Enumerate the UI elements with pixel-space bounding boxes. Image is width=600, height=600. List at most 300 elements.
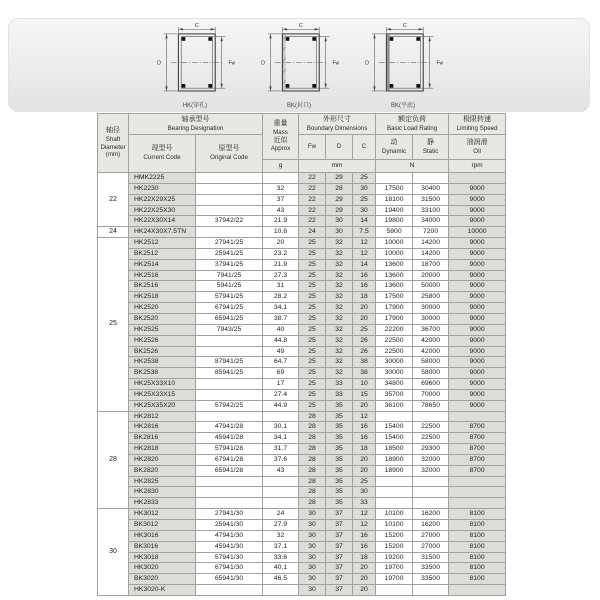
oil-speed-cell <box>449 498 506 509</box>
d-cell: 32 <box>326 313 353 324</box>
d-cell: 35 <box>326 444 353 455</box>
mass-cell <box>263 498 299 509</box>
mass-cell: 27.9 <box>263 520 299 531</box>
oil-speed-cell: 9000 <box>449 303 506 314</box>
dim-label-d: D <box>157 60 162 67</box>
mass-cell: 28.2 <box>263 292 299 303</box>
d-cell: 37 <box>326 509 353 520</box>
oil-speed-cell: 8100 <box>449 509 506 520</box>
table-row <box>98 411 506 422</box>
col-header-shaft-diameter <box>98 114 129 173</box>
oil-speed-cell: 9000 <box>449 324 506 335</box>
current-code-cell: BK3016 <box>129 541 196 552</box>
col-header-c <box>353 135 376 160</box>
oil-speed-cell: 9000 <box>449 400 506 411</box>
table-row <box>98 216 506 227</box>
current-code-cell: HMK2225 <box>129 173 196 184</box>
original-code-header-zh: 原型号 <box>218 145 240 153</box>
d-cell: 37 <box>326 541 353 552</box>
dim-label-d: D <box>261 60 266 67</box>
static-load-cell <box>413 585 449 596</box>
fw-cell: 22 <box>299 173 326 184</box>
current-code-cell: HK2230 <box>129 183 196 194</box>
original-code-cell <box>196 498 263 509</box>
table-row <box>98 238 506 249</box>
original-code-cell: 25941/25 <box>196 248 263 259</box>
static-load-cell: 25800 <box>413 292 449 303</box>
table-row <box>98 585 506 596</box>
original-code-cell <box>196 227 263 238</box>
mass-cell: 37 <box>263 194 299 205</box>
col-header-static <box>413 135 449 160</box>
oil-speed-cell: 9000 <box>449 248 506 259</box>
fw-cell: 25 <box>299 303 326 314</box>
table-row <box>98 292 506 303</box>
table-body <box>98 173 506 596</box>
col-header-dynamic <box>376 135 413 160</box>
current-code-cell: HK2518 <box>129 292 196 303</box>
dynamic-header-en: Dynamic <box>382 147 407 155</box>
original-code-cell: 5941/25 <box>196 281 263 292</box>
original-code-cell: 47941/30 <box>196 530 263 541</box>
mass-cell: 43 <box>263 205 299 216</box>
fw-cell: 25 <box>299 324 326 335</box>
current-code-cell: HK2514 <box>129 259 196 270</box>
c-cell: 25 <box>353 173 376 184</box>
current-code-cell: HK2516 <box>129 270 196 281</box>
fw-cell: 25 <box>299 281 326 292</box>
static-load-cell <box>413 487 449 498</box>
fw-cell: 30 <box>299 520 326 531</box>
c-cell: 25 <box>353 324 376 335</box>
current-code-cell: BK2816 <box>129 433 196 444</box>
current-code-cell: HK2525 <box>129 324 196 335</box>
col-header-boundary-dimensions <box>299 114 376 135</box>
mass-cell: 21.9 <box>263 259 299 270</box>
d-cell: 37 <box>326 585 353 596</box>
d-cell: 35 <box>326 454 353 465</box>
c-cell: 20 <box>353 313 376 324</box>
table-row <box>98 541 506 552</box>
mass-cell: 23.2 <box>263 248 299 259</box>
col-header-d <box>326 135 353 160</box>
fw-cell: 30 <box>299 530 326 541</box>
original-code-cell: 65941/28 <box>196 465 263 476</box>
fw-cell: 28 <box>299 411 326 422</box>
dynamic-load-cell: 19800 <box>376 216 413 227</box>
c-cell: 10 <box>353 379 376 390</box>
current-code-cell: HK2825 <box>129 476 196 487</box>
oil-speed-cell: 8100 <box>449 520 506 531</box>
mass-header-en2: Approx <box>270 145 291 153</box>
dynamic-load-cell: 22200 <box>376 324 413 335</box>
current-code-cell: HK2818 <box>129 444 196 455</box>
c-cell: 12 <box>353 411 376 422</box>
static-load-cell: 14200 <box>413 248 449 259</box>
oil-speed-cell: 8100 <box>449 541 506 552</box>
static-load-cell: 42000 <box>413 346 449 357</box>
fw-cell: 28 <box>299 498 326 509</box>
table-row <box>98 357 506 368</box>
fw-cell: 22 <box>299 216 326 227</box>
current-code-cell: BK2516 <box>129 281 196 292</box>
dim-label-fw: Fw <box>332 60 340 67</box>
table-row <box>98 173 506 184</box>
dynamic-load-cell: 18900 <box>376 465 413 476</box>
oil-speed-cell: 9000 <box>449 194 506 205</box>
current-code-cell: HK22X30X14 <box>129 216 196 227</box>
current-code-cell: HK3012 <box>129 509 196 520</box>
table-row <box>98 303 506 314</box>
diagram-caption-hk: HK(穿孔) <box>182 103 208 109</box>
table-header <box>98 114 506 173</box>
c-cell: 26 <box>353 346 376 357</box>
boundary-header-zh: 外形尺寸 <box>323 115 352 123</box>
mass-cell: 33.6 <box>263 552 299 563</box>
shaft-diameter-cell: 25 <box>98 238 129 412</box>
original-code-cell: 57941/30 <box>196 552 263 563</box>
fw-cell: 25 <box>299 259 326 270</box>
dynamic-load-cell: 19700 <box>376 574 413 585</box>
dim-label-fw: Fw <box>436 60 444 67</box>
dynamic-load-cell: 34800 <box>376 379 413 390</box>
table-row <box>98 183 506 194</box>
dim-label-fw: Fw <box>228 60 236 67</box>
original-code-cell: 45941/30 <box>196 541 263 552</box>
dynamic-load-cell: 18100 <box>376 194 413 205</box>
shaft-header-unit: (mm) <box>105 151 121 159</box>
mass-cell <box>263 411 299 422</box>
c-cell: 18 <box>353 552 376 563</box>
c-cell: 25 <box>353 476 376 487</box>
c-cell: 18 <box>353 444 376 455</box>
dynamic-load-cell: 30000 <box>376 368 413 379</box>
static-load-cell: 34000 <box>413 216 449 227</box>
original-code-cell: 57941/28 <box>196 444 263 455</box>
dynamic-load-cell: 35700 <box>376 389 413 400</box>
current-code-cell: HK25X33X15 <box>129 389 196 400</box>
fw-cell: 25 <box>299 400 326 411</box>
oil-speed-cell <box>449 487 506 498</box>
oil-speed-cell: 9000 <box>449 281 506 292</box>
dynamic-load-cell: 19700 <box>376 563 413 574</box>
bearing-diagram-hk <box>147 21 243 109</box>
boundary-header-en: Boundary Dimensions <box>306 124 368 132</box>
original-code-cell: 37941/25 <box>196 259 263 270</box>
table-row <box>98 509 506 520</box>
static-header-zh: 静 <box>427 138 435 146</box>
oil-speed-cell: 8700 <box>449 454 506 465</box>
current-code-cell: BK3020 <box>129 574 196 585</box>
original-code-cell: 85941/25 <box>196 368 263 379</box>
fw-cell: 25 <box>299 248 326 259</box>
load-header-en: Basic Load Rating <box>386 124 438 132</box>
current-code-cell: HK2512 <box>129 238 196 249</box>
c-cell: 25 <box>353 194 376 205</box>
dynamic-load-cell <box>376 476 413 487</box>
dynamic-load-cell: 19200 <box>376 552 413 563</box>
d-cell: 37 <box>326 563 353 574</box>
fw-cell: 25 <box>299 389 326 400</box>
original-code-cell: 67941/28 <box>196 454 263 465</box>
oil-speed-cell: 8700 <box>449 433 506 444</box>
d-cell: 35 <box>326 400 353 411</box>
mass-cell: 40 <box>263 324 299 335</box>
mass-cell: 46.5 <box>263 574 299 585</box>
mass-cell: 44.8 <box>263 335 299 346</box>
current-code-cell: HK3020 <box>129 563 196 574</box>
original-code-cell: 65941/30 <box>196 574 263 585</box>
diagram-panel <box>8 18 590 112</box>
mass-cell: 17 <box>263 379 299 390</box>
mass-cell: 27.3 <box>263 270 299 281</box>
mass-cell: 34.1 <box>263 303 299 314</box>
current-code-cell: BK2538 <box>129 368 196 379</box>
col-header-oil <box>449 135 506 160</box>
shaft-header-en1: Shaft <box>105 136 121 144</box>
static-load-cell: 58000 <box>413 357 449 368</box>
c-label: C <box>361 143 367 151</box>
col-header-fw <box>299 135 326 160</box>
table-row <box>98 444 506 455</box>
mass-cell: 44.9 <box>263 400 299 411</box>
static-load-cell <box>413 498 449 509</box>
mass-cell: 37.6 <box>263 454 299 465</box>
oil-speed-cell: 9000 <box>449 313 506 324</box>
d-cell: 29 <box>326 205 353 216</box>
static-load-cell: 70000 <box>413 389 449 400</box>
dynamic-load-cell: 17900 <box>376 303 413 314</box>
original-code-cell: 27941/30 <box>196 509 263 520</box>
fw-cell: 25 <box>299 357 326 368</box>
oil-speed-cell <box>449 476 506 487</box>
d-cell: 32 <box>326 292 353 303</box>
shaft-diameter-cell: 28 <box>98 411 129 509</box>
oil-speed-cell: 8100 <box>449 563 506 574</box>
oil-header-zh: 油润滑 <box>466 138 488 146</box>
static-load-cell: 30000 <box>413 313 449 324</box>
table-row <box>98 498 506 509</box>
mass-cell: 37.1 <box>263 541 299 552</box>
d-cell: 32 <box>326 270 353 281</box>
fw-cell: 28 <box>299 487 326 498</box>
load-header-zh: 额定负荷 <box>398 115 427 123</box>
shaft-header-zh: 轴径 <box>106 127 120 135</box>
d-cell: 32 <box>326 368 353 379</box>
fw-cell: 25 <box>299 313 326 324</box>
c-cell: 30 <box>353 487 376 498</box>
fw-cell: 30 <box>299 552 326 563</box>
shaft-header-en2: Diameter <box>100 143 126 151</box>
static-load-cell: 69600 <box>413 379 449 390</box>
fw-cell: 25 <box>299 368 326 379</box>
d-cell: 37 <box>326 530 353 541</box>
mass-cell: 64.7 <box>263 357 299 368</box>
d-cell: 30 <box>326 227 353 238</box>
table-row <box>98 324 506 335</box>
current-code-cell: HK2816 <box>129 422 196 433</box>
table-row <box>98 400 506 411</box>
dynamic-load-cell: 10000 <box>376 248 413 259</box>
mass-cell: 32 <box>263 183 299 194</box>
original-code-cell: 67941/30 <box>196 563 263 574</box>
static-load-cell: 31500 <box>413 194 449 205</box>
dynamic-load-cell <box>376 585 413 596</box>
fw-cell: 25 <box>299 346 326 357</box>
table-row <box>98 563 506 574</box>
mass-cell: 30.1 <box>263 422 299 433</box>
fw-cell: 30 <box>299 585 326 596</box>
col-header-limiting-speed <box>449 114 506 135</box>
col-header-mass <box>263 114 299 160</box>
original-code-cell: 57941/25 <box>196 292 263 303</box>
static-load-cell <box>413 411 449 422</box>
fw-cell: 25 <box>299 238 326 249</box>
static-load-cell: 27000 <box>413 541 449 552</box>
mass-cell: 32 <box>263 530 299 541</box>
mass-header-en: Mass <box>273 129 288 137</box>
oil-header-en: Oil <box>473 147 481 155</box>
table-row <box>98 194 506 205</box>
d-cell: 35 <box>326 411 353 422</box>
oil-speed-cell: 9000 <box>449 183 506 194</box>
d-cell: 35 <box>326 465 353 476</box>
table-row <box>98 379 506 390</box>
dynamic-load-cell: 15200 <box>376 530 413 541</box>
unit-dimensions: mm <box>299 160 376 173</box>
dynamic-load-cell: 17500 <box>376 292 413 303</box>
static-load-cell: 32000 <box>413 465 449 476</box>
bearing-cross-section-hk <box>147 21 243 102</box>
current-code-cell: HK2520 <box>129 303 196 314</box>
table-row <box>98 313 506 324</box>
current-code-cell: BK2526 <box>129 346 196 357</box>
bearing-spec-table <box>97 113 506 596</box>
mass-cell: 43 <box>263 465 299 476</box>
dynamic-load-cell: 17900 <box>376 313 413 324</box>
dynamic-load-cell: 13600 <box>376 259 413 270</box>
current-code-cell: HK25X35X20 <box>129 400 196 411</box>
dynamic-load-cell: 22500 <box>376 335 413 346</box>
d-cell: 30 <box>326 216 353 227</box>
mass-cell: 38.7 <box>263 313 299 324</box>
c-cell: 16 <box>353 422 376 433</box>
c-cell: 16 <box>353 433 376 444</box>
fw-label: Fw <box>307 143 317 151</box>
oil-speed-cell: 9000 <box>449 292 506 303</box>
designation-header-en: Bearing Designation <box>167 124 224 132</box>
dynamic-load-cell: 22500 <box>376 346 413 357</box>
dynamic-load-cell <box>376 173 413 184</box>
d-cell: 35 <box>326 498 353 509</box>
mass-cell: 40.1 <box>263 563 299 574</box>
original-code-cell <box>196 173 263 184</box>
d-label: D <box>336 143 342 151</box>
table-row <box>98 422 506 433</box>
oil-speed-cell: 8100 <box>449 530 506 541</box>
oil-speed-cell: 9000 <box>449 389 506 400</box>
d-cell: 32 <box>326 357 353 368</box>
table-row <box>98 530 506 541</box>
current-code-cell: HK3016 <box>129 530 196 541</box>
mass-cell <box>263 476 299 487</box>
c-cell: 12 <box>353 509 376 520</box>
fw-cell: 30 <box>299 563 326 574</box>
c-cell: 16 <box>353 530 376 541</box>
fw-cell: 22 <box>299 194 326 205</box>
static-load-cell: 32000 <box>413 454 449 465</box>
static-load-cell: 36700 <box>413 324 449 335</box>
c-cell: 20 <box>353 563 376 574</box>
current-code-cell: BK3012 <box>129 520 196 531</box>
d-cell: 32 <box>326 248 353 259</box>
d-cell: 37 <box>326 520 353 531</box>
d-cell: 32 <box>326 324 353 335</box>
fw-cell: 30 <box>299 541 326 552</box>
dim-label-c: C <box>298 22 303 29</box>
oil-speed-cell: 8700 <box>449 444 506 455</box>
dynamic-load-cell: 18500 <box>376 444 413 455</box>
c-cell: 20 <box>353 400 376 411</box>
static-load-cell: 16200 <box>413 520 449 531</box>
fw-cell: 22 <box>299 183 326 194</box>
mass-cell: 20 <box>263 238 299 249</box>
original-code-cell: 37942/22 <box>196 216 263 227</box>
unit-mass: g <box>263 160 299 173</box>
shaft-diameter-cell: 22 <box>98 173 129 227</box>
current-code-cell: BK2820 <box>129 465 196 476</box>
table-row <box>98 248 506 259</box>
d-cell: 32 <box>326 259 353 270</box>
original-code-cell: 7943/25 <box>196 324 263 335</box>
oil-speed-cell: 9000 <box>449 346 506 357</box>
c-cell: 15 <box>353 389 376 400</box>
c-cell: 20 <box>353 454 376 465</box>
oil-speed-cell: 9000 <box>449 259 506 270</box>
speed-header-zh: 极限转速 <box>463 115 492 123</box>
dynamic-load-cell: 10000 <box>376 238 413 249</box>
static-load-cell: 22500 <box>413 422 449 433</box>
col-header-designation <box>129 114 263 135</box>
original-code-cell <box>196 194 263 205</box>
d-cell: 29 <box>326 173 353 184</box>
d-cell: 32 <box>326 238 353 249</box>
mass-cell: 49 <box>263 346 299 357</box>
dynamic-load-cell: 5800 <box>376 227 413 238</box>
static-load-cell: 30400 <box>413 183 449 194</box>
dynamic-load-cell: 10100 <box>376 509 413 520</box>
original-code-cell <box>196 389 263 400</box>
dynamic-load-cell: 15400 <box>376 433 413 444</box>
d-cell: 32 <box>326 335 353 346</box>
dynamic-load-cell: 18900 <box>376 454 413 465</box>
fw-cell: 30 <box>299 574 326 585</box>
original-code-cell <box>196 379 263 390</box>
current-code-cell: HK22X29X25 <box>129 194 196 205</box>
fw-cell: 25 <box>299 379 326 390</box>
current-code-cell: HK25X33X10 <box>129 379 196 390</box>
c-cell: 14 <box>353 216 376 227</box>
static-load-cell: 27000 <box>413 530 449 541</box>
static-load-cell: 16200 <box>413 509 449 520</box>
table-row <box>98 259 506 270</box>
oil-speed-cell: 9000 <box>449 238 506 249</box>
original-code-header-en: Original Code <box>210 154 248 162</box>
oil-speed-cell: 9000 <box>449 205 506 216</box>
static-load-cell: 22500 <box>413 433 449 444</box>
static-load-cell: 33500 <box>413 563 449 574</box>
mass-header-zh: 重量 <box>273 120 288 128</box>
